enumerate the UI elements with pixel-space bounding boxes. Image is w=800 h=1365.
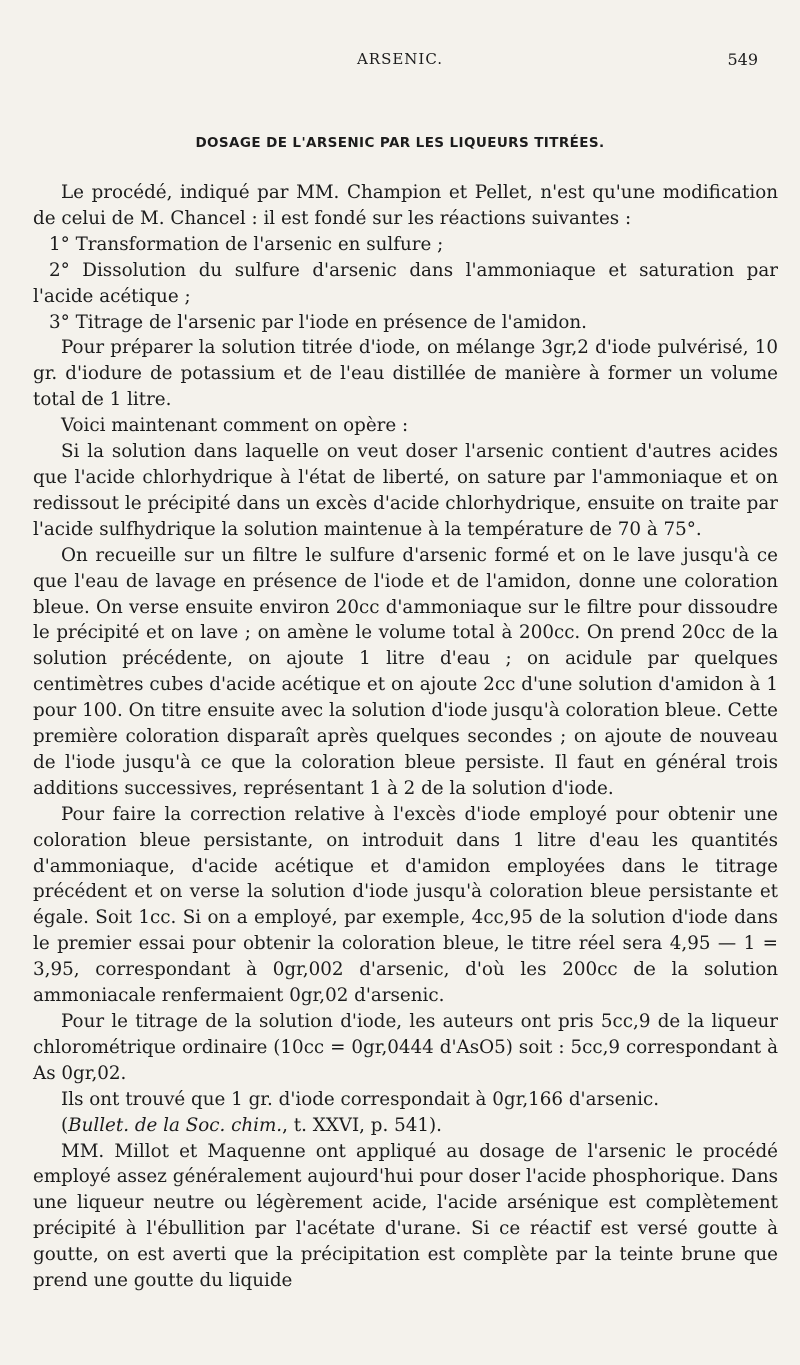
list-item: 2° Dissolution du sulfure d'arsenic dans l'ammoniaque et saturation par l'acide acétique ;	[33, 259, 778, 307]
running-head: ARSENIC.	[356, 50, 444, 68]
paragraph: Voici maintenant comment on opère :	[61, 415, 409, 437]
paragraph: Si la solution dans laquelle on veut doser l'arsenic contient d'autres acides que l'acide chlorhydrique à l'état de liberté, on sature par l'ammoniaque et on redissout le précipité dans un excès d'acide chlorhydrique, ensuite on traite par l'acide sulfhydrique la solution maintenue à la température de 70 à 75°.	[33, 441, 778, 540]
paragraph: Pour préparer la solution titrée d'iode, on mélange 3gr,2 d'iode pulvérisé, 10 gr. d'iodure de potassium et de l'eau distillée de manière à former un volume total de 1 litre.	[33, 337, 778, 411]
page-number: 549	[727, 50, 758, 69]
paragraph: Pour le titrage de la solution d'iode, les auteurs ont pris 5cc,9 de la liqueur chlorométrique ordinaire (10cc = 0gr,0444 d'AsO5) soit : 5cc,9 correspondant à As 0gr,02.	[33, 1011, 778, 1084]
paragraph: Pour faire la correction relative à l'excès d'iode employé pour obtenir une coloration bleue persistante, on introduit dans 1 litre d'eau les quantités d'ammoniaque, d'acide acétique et d'amidon employées dans le titrage précédent et on verse la solution d'iode jusqu'à coloration bleue persistante et égale. Soit 1cc. Si on a employé, par exemple, 4cc,95 de la solution d'iode dans le premier essai pour obtenir la coloration bleue, le titre réel sera 4,95 — 1 = 3,95, correspondant à 0gr,002 d'arsenic, d'où les 200cc de la solution ammoniacale renfermaient 0gr,02 d'arsenic.	[33, 803, 778, 1007]
paragraph: Le procédé, indiqué par MM. Champion et Pellet, n'est qu'une modification de celui de M. Chancel : il est fondé sur les réactions suivantes :	[33, 182, 778, 229]
citation-details: , t. XXVI, p. 541).	[282, 1114, 442, 1136]
section-title: DOSAGE DE L'ARSENIC PAR LES LIQUEURS TITRÉES.	[195, 135, 605, 151]
paragraph: MM. Millot et Maquenne ont appliqué au dosage de l'arsenic le procédé employé assez généralement aujourd'hui pour doser l'acide phosphorique. Dans une liqueur neutre ou légèrement acide, l'acide arsénique est complètement précipité à l'ébullition par l'acétate d'urane. Si ce réactif est versé goutte à goutte, on est averti que la précipitation est complète par la teinte brune que prend une goutte du liquide	[33, 1140, 778, 1292]
citation: (Bullet. de la Soc. chim., t. XXVI, p. 541).	[61, 1114, 442, 1136]
page-header	[0, 50, 800, 70]
list-item: 1° Transformation de l'arsenic en sulfure ;	[49, 233, 444, 255]
paragraph: Ils ont trouvé que 1 gr. d'iode correspondait à 0gr,166 d'arsenic.	[61, 1088, 660, 1110]
body-text	[33, 180, 778, 1294]
list-item: 3° Titrage de l'arsenic par l'iode en présence de l'amidon.	[49, 311, 587, 333]
citation-journal: Bullet. de la Soc. chim.	[68, 1114, 283, 1136]
paragraph: On recueille sur un filtre le sulfure d'arsenic formé et on le lave jusqu'à ce que l'eau de lavage en présence de l'iode et de l'amidon, donne une coloration bleue. On verse ensuite environ 20cc d'ammoniaque sur le filtre pour dissoudre le précipité et on lave ; on amène le volume total à 200cc. On prend 20cc de la solution précédente, on ajoute 1 litre d'eau ; on acidule par quelques centimètres cubes d'acide acétique et on ajoute 2cc d'une solution d'amidon à 1 pour 100. On titre ensuite avec la solution d'iode jusqu'à coloration bleue. Cette première coloration disparaît après quelques secondes ; on ajoute de nouveau de l'iode jusqu'à ce que la coloration bleue persiste. Il faut en général trois additions successives, représentant 1 à 2 de la solution d'iode.	[33, 544, 778, 799]
